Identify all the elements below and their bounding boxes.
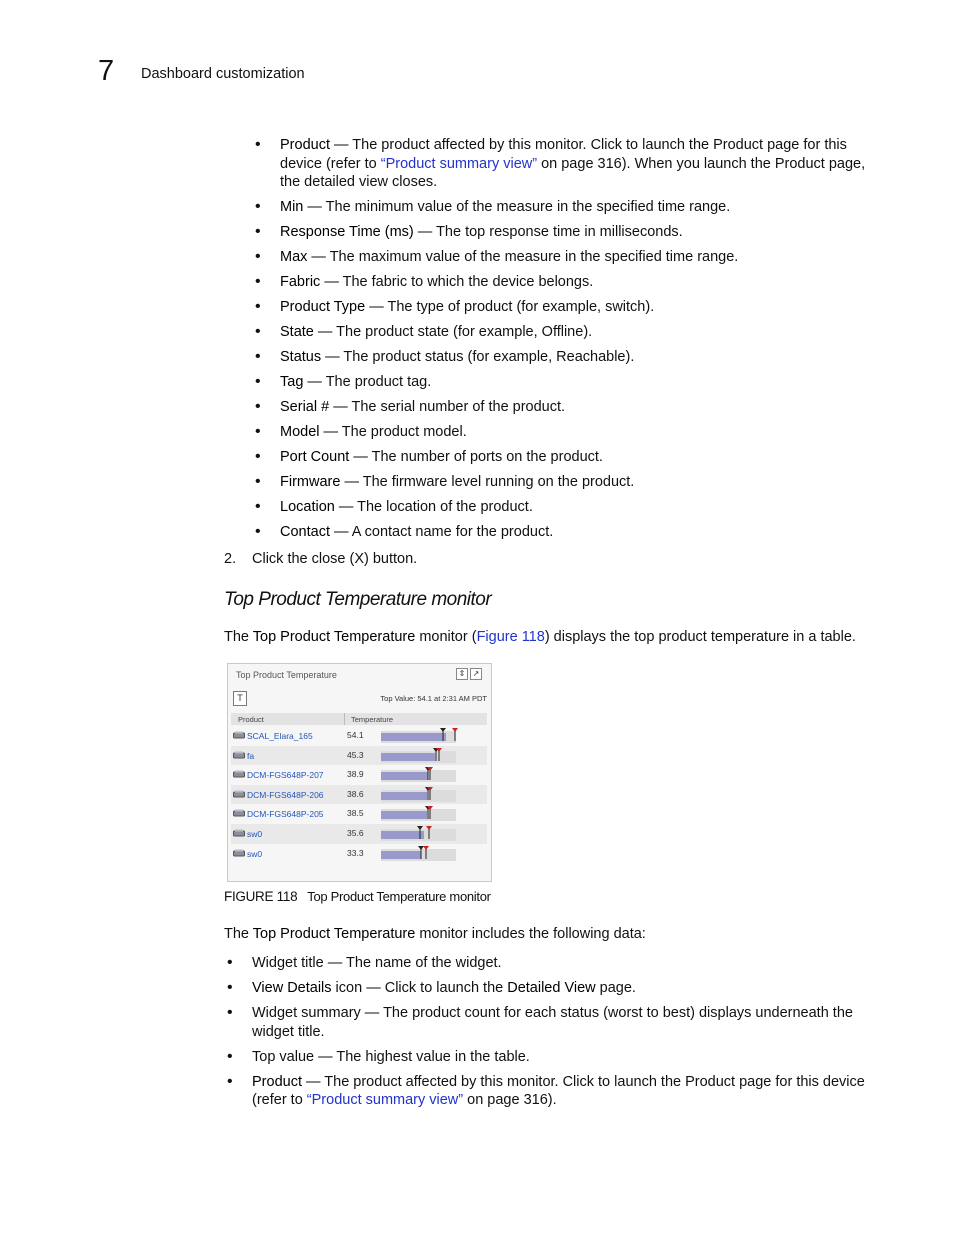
- table-row: [231, 785, 487, 805]
- list-item: • Response Time (ms) — The top response time in milliseconds.: [280, 223, 870, 242]
- list-item: • Product — The product affected by this monitor. Click to launch the Product page for this device (refer to “Product summary view” on page 316).: [252, 1073, 872, 1110]
- table-row: [231, 765, 487, 785]
- list-item: • Widget summary — The product count for each status (worst to best) displays underneath the widget title.: [252, 1004, 872, 1041]
- switch-icon: [233, 790, 245, 798]
- intro-paragraph: The Top Product Temperature monitor (Figure 118) displays the top product temperature in a table.: [224, 629, 856, 645]
- list-item: • View Details icon — Click to launch the Detailed View page.: [252, 979, 872, 998]
- temperature-bar: [381, 770, 456, 782]
- temperature-value: 35.6: [347, 827, 364, 838]
- widget-title: Top Product Temperature: [236, 670, 337, 680]
- product-link[interactable]: DCM-FGS648P-206: [247, 789, 324, 800]
- step-2: 2. Click the close (X) button.: [224, 551, 418, 567]
- column-header-temperature[interactable]: Temperature: [351, 715, 394, 724]
- temperature-value: 38.5: [347, 808, 364, 819]
- max-marker: [426, 826, 432, 839]
- switch-icon: [233, 809, 245, 817]
- switch-icon: [233, 731, 245, 739]
- product-link[interactable]: DCM-FGS648P-207: [247, 770, 324, 781]
- product-link[interactable]: sw0: [247, 848, 263, 859]
- table-row: [231, 844, 487, 864]
- min-marker: [440, 728, 446, 741]
- product-summary-link[interactable]: “Product summary view”: [380, 155, 538, 172]
- switch-icon: [233, 770, 245, 778]
- list-item: • Top value — The highest value in the table.: [252, 1048, 872, 1067]
- top-product-temperature-widget: [227, 663, 492, 882]
- chapter-title: Dashboard customization: [141, 66, 305, 82]
- temperature-bar: [381, 751, 456, 763]
- field-list: [280, 136, 870, 548]
- list-item: • Serial # — The serial number of the product.: [280, 398, 870, 417]
- temperature-bar: [381, 849, 456, 861]
- widget-data-list: [252, 954, 872, 1116]
- figure-caption: [224, 889, 491, 904]
- temperature-value: 38.9: [347, 769, 364, 780]
- max-marker: [427, 787, 433, 800]
- list-item: • Port Count — The number of ports on the product.: [280, 448, 870, 467]
- temperature-bar: [381, 790, 456, 802]
- list-item: • Firmware — The firmware level running on the product.: [280, 473, 870, 492]
- list-item: • Product — The product affected by this monitor. Click to launch the Product page for this device (refer to “Product summary view” on page 316). When you launch the Product page, the detailed view closes.: [280, 136, 870, 192]
- temperature-bar-fill: [381, 772, 428, 780]
- table-header: [231, 713, 487, 725]
- chapter-number: 7: [98, 55, 115, 87]
- list-item: • Tag — The product tag.: [280, 373, 870, 392]
- list-item: • Contact — A contact name for the product.: [280, 523, 870, 542]
- table-row: [231, 726, 487, 746]
- temperature-bar-fill: [381, 811, 427, 819]
- temperature-value: 38.6: [347, 788, 364, 799]
- product-link[interactable]: SCAL_Elara_165: [247, 731, 313, 741]
- max-marker: [436, 748, 442, 761]
- temperature-value: 45.3: [347, 749, 364, 760]
- list-item: • Max — The maximum value of the measure in the specified time range.: [280, 248, 870, 267]
- figure-title: Top Product Temperature monitor: [307, 889, 491, 904]
- temperature-value: 33.3: [347, 847, 364, 858]
- product-summary-link[interactable]: “Product summary view”: [306, 1092, 464, 1108]
- list-item: • Model — The product model.: [280, 423, 870, 442]
- table-row: [231, 746, 487, 766]
- temperature-bar-fill: [381, 851, 421, 859]
- list-item: • State — The product state (for example, Offline).: [280, 323, 870, 342]
- figure-118-link[interactable]: Figure 118: [476, 629, 545, 645]
- view-details-icon[interactable]: T: [233, 691, 247, 706]
- product-link[interactable]: DCM-FGS648P-205: [247, 809, 324, 820]
- switch-icon: [233, 829, 245, 837]
- temperature-bar-fill: [381, 792, 427, 800]
- max-marker: [452, 728, 458, 741]
- column-header-product[interactable]: Product: [238, 715, 264, 724]
- expand-icon[interactable]: ⇕: [456, 668, 468, 680]
- outro-paragraph: The Top Product Temperature monitor includes the following data:: [224, 926, 646, 942]
- top-value: Top Value: 54.1 at 2:31 AM PDT: [380, 694, 487, 703]
- temperature-bar: [381, 809, 456, 821]
- max-marker: [427, 806, 433, 819]
- table-row: [231, 824, 487, 844]
- temperature-value: 54.1: [347, 730, 364, 740]
- table-body: [231, 726, 487, 863]
- temperature-bar-fill: [381, 733, 446, 741]
- switch-icon: [233, 849, 245, 857]
- popout-icon[interactable]: ↗: [470, 668, 482, 680]
- min-marker: [417, 826, 423, 839]
- temperature-bar: [381, 731, 456, 743]
- table-row: [231, 804, 487, 824]
- list-item: • Location — The location of the product.: [280, 498, 870, 517]
- list-item: • Widget title — The name of the widget.: [252, 954, 872, 973]
- section-title: Top Product Temperature monitor: [224, 589, 492, 610]
- figure-label: FIGURE 118: [224, 889, 298, 904]
- list-item: • Fabric — The fabric to which the device belongs.: [280, 273, 870, 292]
- product-link[interactable]: sw0: [247, 828, 263, 839]
- temperature-bar: [381, 829, 456, 841]
- max-marker: [427, 767, 433, 780]
- switch-icon: [233, 751, 245, 759]
- temperature-bar-fill: [381, 753, 435, 761]
- list-item: • Product Type — The type of product (for example, switch).: [280, 298, 870, 317]
- list-item: • Min — The minimum value of the measure in the specified time range.: [280, 198, 870, 217]
- list-item: • Status — The product status (for example, Reachable).: [280, 348, 870, 367]
- max-marker: [423, 846, 429, 859]
- product-link[interactable]: fa: [247, 750, 255, 761]
